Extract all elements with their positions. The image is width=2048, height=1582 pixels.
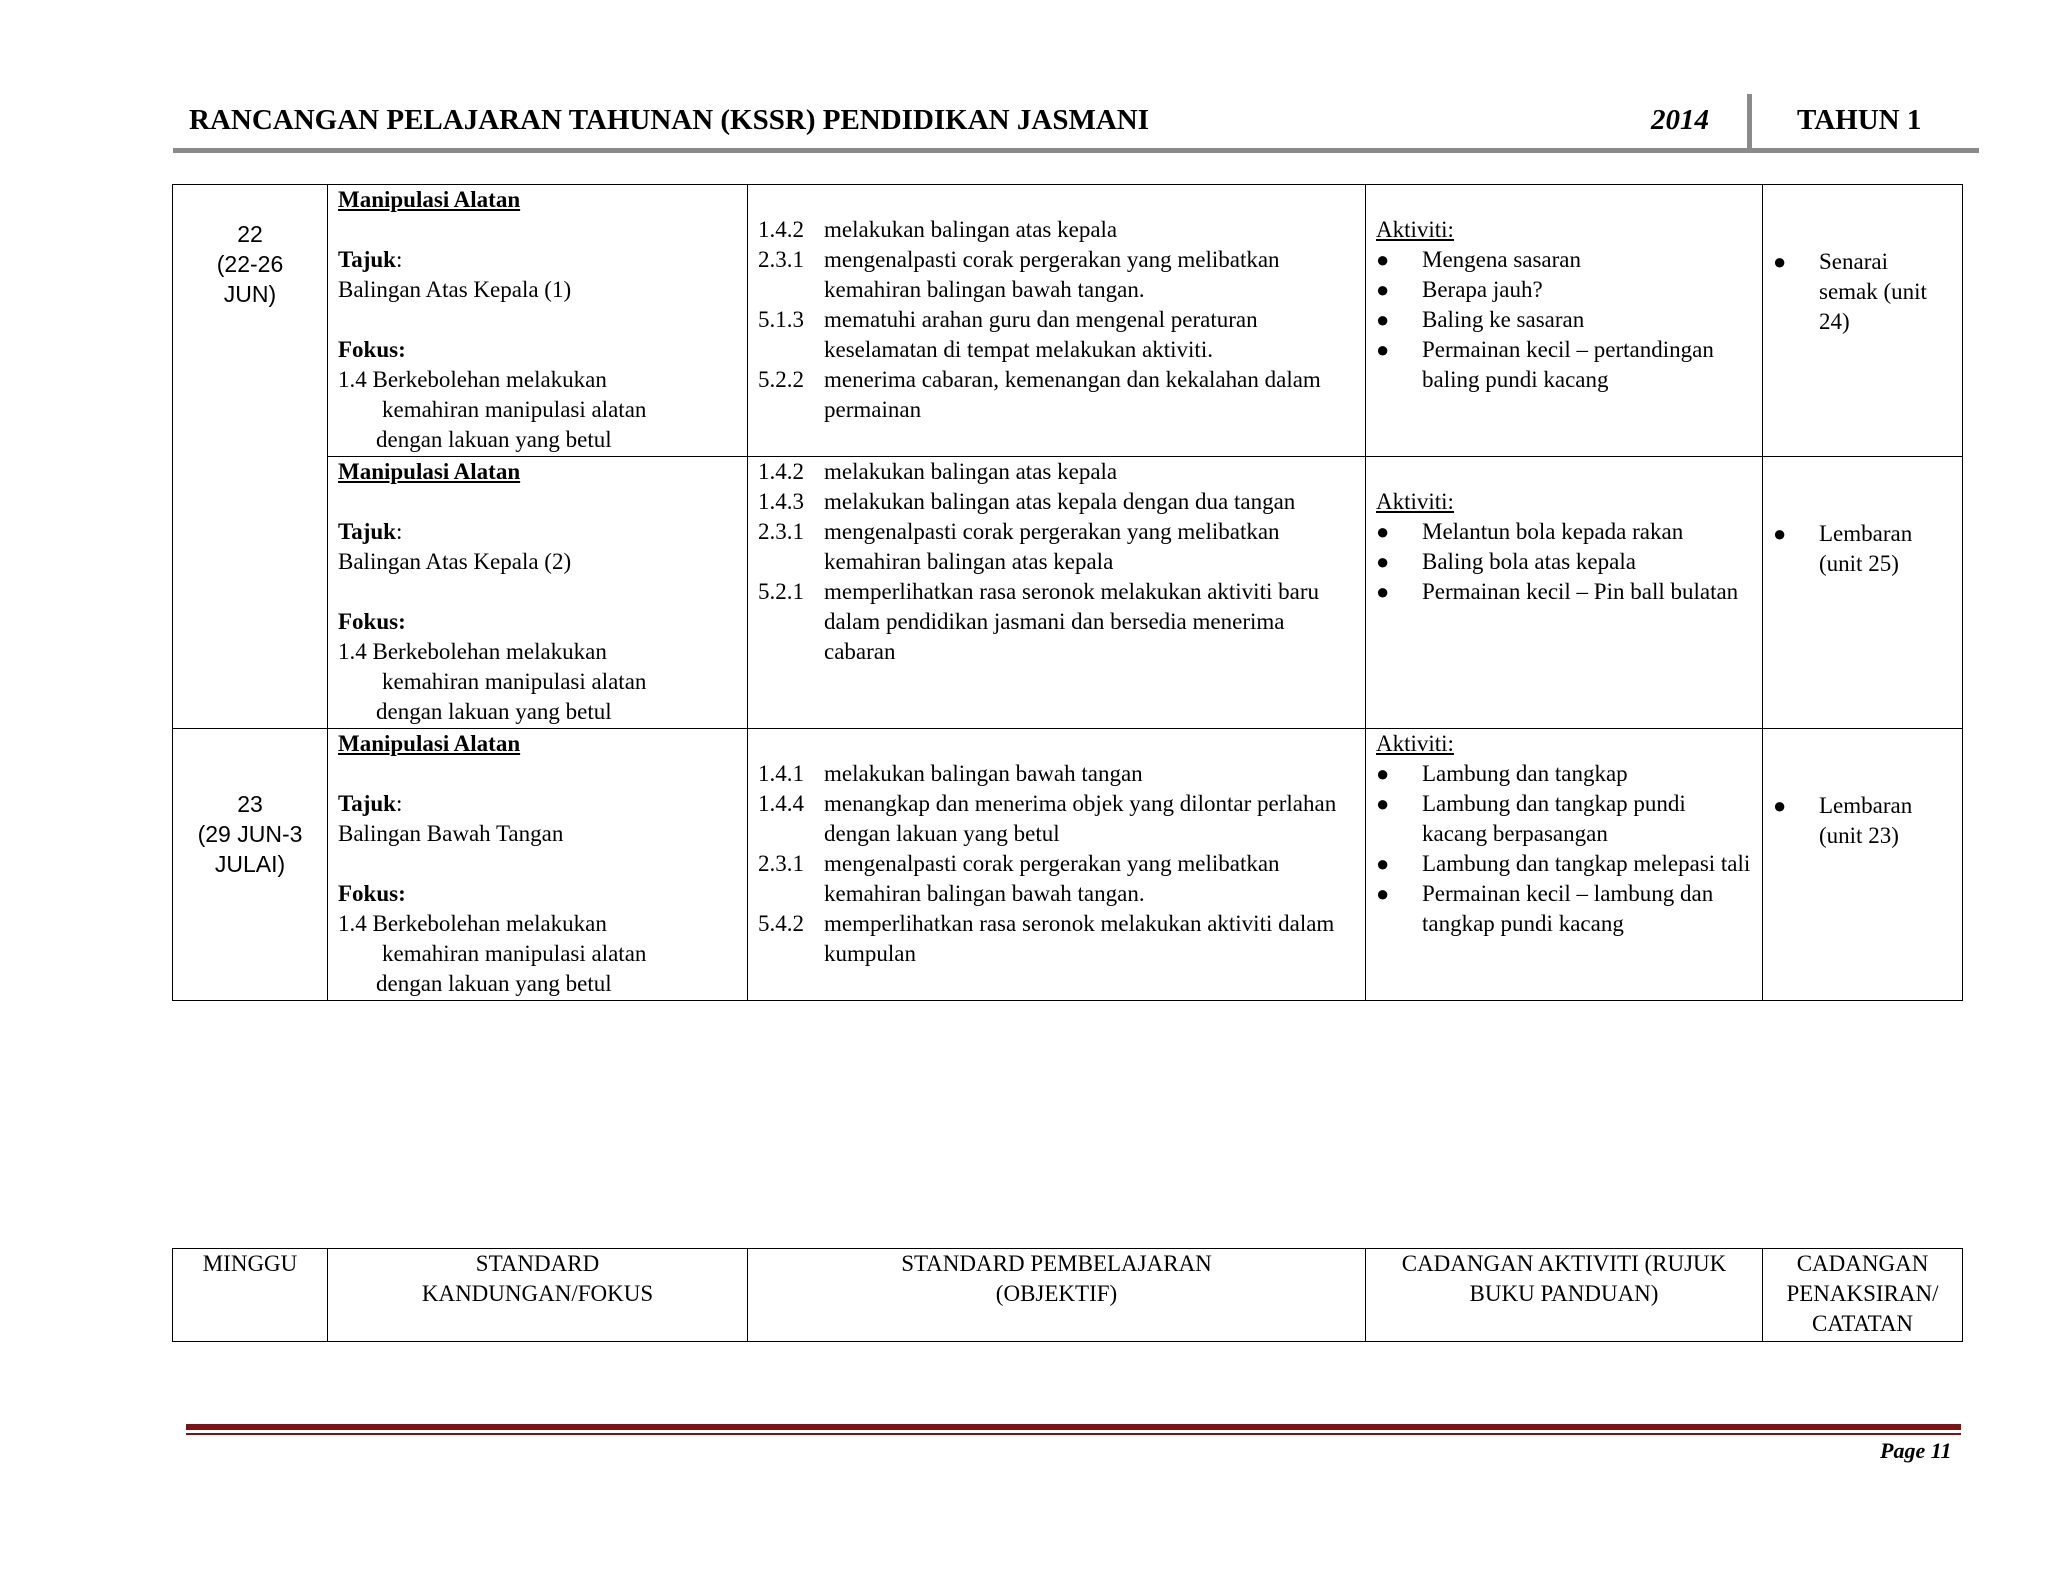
week-dates: (22-26 [216,251,284,277]
list-item: ● Lambung dan tangkap melepasi tali [1376,851,1751,876]
penaksiran-cell [1763,185,1963,457]
column-header-table [172,1248,1963,1342]
fokus-text: 1.4 Berkebolehan melakukan [338,639,607,664]
fokus-label: Fokus: [338,337,406,362]
aktiviti-label: Aktiviti: [1376,217,1454,242]
page-header [173,100,1979,150]
objective-item: 1.4.3 melakukan balingan atas kepala dengan dua tangan [758,489,1296,514]
list-item: ● Lembaran (unit 25) [1773,521,1913,576]
week-cell [173,185,328,729]
standard-kandungan-cell: Manipulasi Alatan Tajuk: Balingan Atas Kepala (2) Fokus: 1.4 Berkebolehan melakukan kemahiran manipulasi alatan dengan lakuan yang betul [328,457,748,729]
week-cell [173,729,328,1001]
fokus-text: kemahiran manipulasi alatan [382,397,647,422]
standard-kandungan-cell: Manipulasi Alatan Tajuk: Balingan Atas Kepala (1) Fokus: 1.4 Berkebolehan melakukan kemahiran manipulasi alatan dengan lakuan yang betul [328,185,748,457]
week-dates: (29 JUN-3 [197,821,303,847]
fokus-text: 1.4 Berkebolehan melakukan [338,367,607,392]
objective-item: 1.4.2 melakukan balingan atas kepala [758,217,1118,242]
table-row [173,729,1963,1001]
week-dates: JUN) [223,281,277,307]
sk-heading: Manipulasi Alatan [338,731,521,756]
col-header-cadangan-aktiviti: CADANGAN AKTIVITI (RUJUK BUKU PANDUAN) [1366,1249,1763,1342]
tajuk-label: Tajuk [338,791,396,816]
aktiviti-label: Aktiviti: [1376,731,1454,756]
table-row [173,185,1963,457]
tajuk-text: Balingan Atas Kepala (2) [338,549,572,574]
standard-pembelajaran-cell [748,185,1366,457]
objective-item: 2.3.1 mengenalpasti corak pergerakan yang melibatkan kemahiran balingan bawah tangan. [758,247,1280,302]
table-row [173,1249,1963,1342]
aktiviti-cell [1366,457,1763,729]
fokus-text: 1.4 Berkebolehan melakukan [338,911,607,936]
document-grade: TAHUN 1 [1797,104,1922,136]
week-number: 23 [237,791,263,817]
fokus-label: Fokus: [338,881,406,906]
list-item: ● Mengena sasaran [1376,247,1582,272]
tajuk-text: Balingan Bawah Tangan [338,821,564,846]
objective-item: 5.2.1 memperlihatkan rasa seronok melakukan aktiviti baru dalam pendidikan jasmani dan bersedia menerima cabaran [758,579,1319,664]
list-item: ● Berapa jauh? [1376,277,1543,302]
list-item: ● Baling ke sasaran [1376,307,1585,332]
col-header-minggu: MINGGU [173,1249,328,1342]
list-item: ● Permainan kecil – Pin ball bulatan [1376,579,1739,604]
table-row [173,457,1963,729]
week-dates: JULAI) [214,851,286,877]
list-item: ● Permainan kecil – lambung dan tangkap pundi kacang [1376,881,1714,936]
footer-rule-thin [186,1433,1961,1435]
standard-pembelajaran-cell [748,457,1366,729]
list-item: ● Lambung dan tangkap [1376,761,1628,786]
aktiviti-cell [1366,729,1763,1001]
fokus-label: Fokus: [338,609,406,634]
tajuk-label: Tajuk [338,519,396,544]
document-title: RANCANGAN PELAJARAN TAHUNAN (KSSR) PENDIDIKAN JASMANI [189,104,1149,136]
objective-item: 1.4.1 melakukan balingan bawah tangan [758,761,1143,786]
aktiviti-cell [1366,185,1763,457]
objective-item: 2.3.1 mengenalpasti corak pergerakan yang melibatkan kemahiran balingan atas kepala [758,519,1280,574]
fokus-text: kemahiran manipulasi alatan [382,669,647,694]
objective-item: 1.4.2 melakukan balingan atas kepala [758,459,1118,484]
objective-item: 5.1.3 mematuhi arahan guru dan mengenal peraturan keselamatan di tempat melakukan aktiviti. [758,307,1258,362]
fokus-text: dengan lakuan yang betul [376,699,612,724]
col-header-cadangan-penaksiran: CADANGAN PENAKSIRAN/ CATATAN [1763,1249,1963,1342]
week-number: 22 [237,221,263,247]
standard-kandungan-cell: Manipulasi Alatan Tajuk: Balingan Bawah Tangan Fokus: 1.4 Berkebolehan melakukan kemahiran manipulasi alatan dengan lakuan yang betul [328,729,748,1001]
standard-pembelajaran-cell [748,729,1366,1001]
header-rule [173,148,1979,153]
footer-rule [186,1424,1961,1430]
tajuk-text: Balingan Atas Kepala (1) [338,277,572,302]
page-number: Page 11 [1880,1438,1952,1463]
list-item: ● Permainan kecil – pertandingan baling pundi kacang [1376,337,1714,392]
col-header-standard-pembelajaran: STANDARD PEMBELAJARAN (OBJEKTIF) [748,1249,1366,1342]
list-item: ● Melantun bola kepada rakan [1376,519,1684,544]
fokus-text: dengan lakuan yang betul [376,427,612,452]
list-item: ● Lembaran (unit 23) [1773,793,1913,848]
objective-item: 2.3.1 mengenalpasti corak pergerakan yang melibatkan kemahiran balingan bawah tangan. [758,851,1280,906]
sk-heading: Manipulasi Alatan [338,459,521,484]
objective-item: 5.2.2 menerima cabaran, kemenangan dan kekalahan dalam permainan [758,367,1321,422]
aktiviti-label: Aktiviti: [1376,489,1454,514]
objective-item: 1.4.4 menangkap dan menerima objek yang dilontar perlahan dengan lakuan yang betul [758,791,1337,846]
penaksiran-cell [1763,457,1963,729]
lesson-plan-table [172,184,1963,1001]
list-item: ● Lambung dan tangkap pundi kacang berpasangan [1376,791,1686,846]
col-header-standard-kandungan: STANDARD KANDUNGAN/FOKUS [328,1249,748,1342]
list-item: ● Senarai semak (unit 24) [1773,249,1927,334]
header-divider [1747,94,1752,148]
fokus-text: kemahiran manipulasi alatan [382,941,647,966]
tajuk-label: Tajuk [338,247,396,272]
objective-item: 5.4.2 memperlihatkan rasa seronok melakukan aktiviti dalam kumpulan [758,911,1335,966]
fokus-text: dengan lakuan yang betul [376,971,612,996]
penaksiran-cell [1763,729,1963,1001]
document-year: 2014 [1651,104,1709,136]
list-item: ● Baling bola atas kepala [1376,549,1636,574]
sk-heading: Manipulasi Alatan [338,187,521,212]
